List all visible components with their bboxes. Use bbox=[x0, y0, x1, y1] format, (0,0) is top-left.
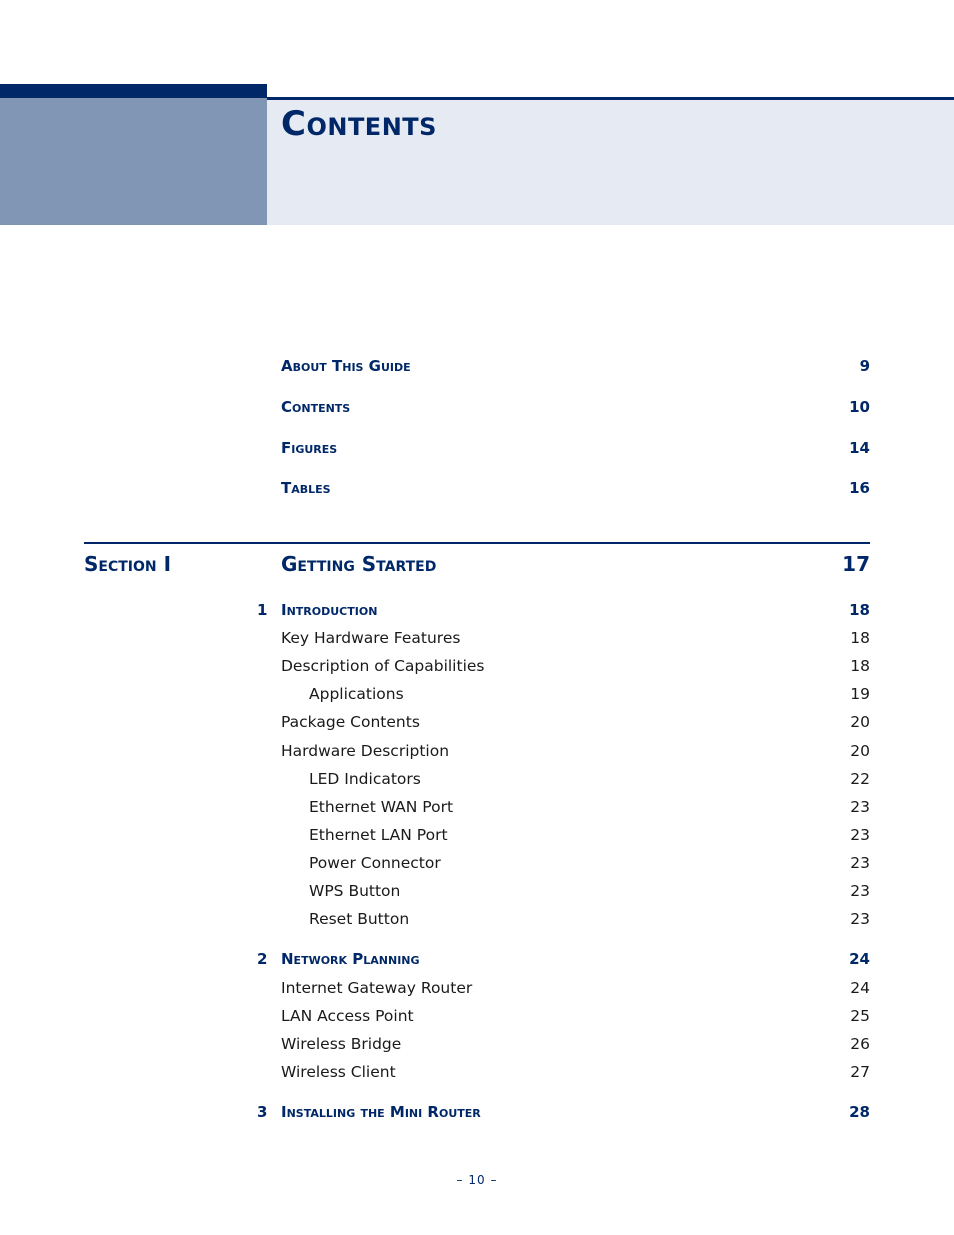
toc-entry-page: 20 bbox=[850, 742, 870, 760]
toc-subentry[interactable] bbox=[281, 854, 870, 876]
toc-entry-page: 10 bbox=[849, 398, 870, 416]
section-title: Getting Started bbox=[281, 552, 437, 576]
toc-entry-label: Applications bbox=[309, 685, 404, 703]
chapter-page: 28 bbox=[849, 1103, 870, 1121]
toc-entry[interactable] bbox=[281, 713, 870, 735]
toc-entry-label: Reset Button bbox=[309, 910, 410, 928]
toc-entry-page: 25 bbox=[850, 1007, 870, 1025]
toc-entry-label: Package Contents bbox=[281, 713, 420, 731]
toc-entry-page: 18 bbox=[850, 629, 870, 647]
toc-chapter-3[interactable] bbox=[257, 1103, 870, 1125]
toc-entry-label: Hardware Description bbox=[281, 742, 450, 760]
toc-entry-label: WPS Button bbox=[309, 882, 401, 900]
section-page: 17 bbox=[842, 552, 870, 576]
toc-front-figures[interactable] bbox=[281, 439, 870, 461]
toc-entry[interactable] bbox=[281, 1063, 870, 1085]
toc-entry-label: LED Indicators bbox=[309, 770, 421, 788]
toc-entry-page: 23 bbox=[850, 854, 870, 872]
toc-entry[interactable] bbox=[281, 657, 870, 679]
toc-subentry[interactable] bbox=[281, 798, 870, 820]
toc-subentry[interactable] bbox=[281, 826, 870, 848]
toc-entry-page: 9 bbox=[859, 357, 870, 375]
toc-subentry[interactable] bbox=[281, 685, 870, 707]
toc-entry-page: 26 bbox=[850, 1035, 870, 1053]
chapter-number: 2 bbox=[257, 950, 268, 968]
toc-entry[interactable] bbox=[281, 742, 870, 764]
chapter-title: Network Planning bbox=[281, 950, 420, 968]
toc-entry-page: 19 bbox=[850, 685, 870, 703]
toc-entry[interactable] bbox=[281, 1035, 870, 1057]
toc-entry[interactable] bbox=[281, 979, 870, 1001]
toc-entry[interactable] bbox=[281, 1007, 870, 1029]
toc-entry-label: Key Hardware Features bbox=[281, 629, 461, 647]
page-number-footer: – 10 – bbox=[456, 1173, 498, 1187]
page-title: Contents bbox=[281, 104, 437, 144]
toc-entry-label: Contents bbox=[281, 398, 351, 416]
toc-entry-label: About This Guide bbox=[281, 357, 411, 375]
chapter-page: 18 bbox=[849, 601, 870, 619]
toc-entry-page: 16 bbox=[849, 479, 870, 497]
toc-entry-page: 23 bbox=[850, 826, 870, 844]
toc-entry-label: Internet Gateway Router bbox=[281, 979, 473, 997]
header-rule bbox=[267, 97, 954, 100]
toc-entry-page: 22 bbox=[850, 770, 870, 788]
toc-entry-label: Wireless Client bbox=[281, 1063, 396, 1081]
chapter-page: 24 bbox=[849, 950, 870, 968]
toc-entry-page: 18 bbox=[850, 657, 870, 675]
toc-entry-page: 14 bbox=[849, 439, 870, 457]
toc-subentry[interactable] bbox=[281, 770, 870, 792]
section-label: Section I bbox=[84, 552, 172, 576]
toc-section-getting-started[interactable] bbox=[281, 552, 870, 580]
toc-entry-page: 23 bbox=[850, 798, 870, 816]
toc-front-tables[interactable] bbox=[281, 479, 870, 501]
header-left-panel bbox=[0, 84, 267, 225]
toc-entry-page: 23 bbox=[850, 910, 870, 928]
toc-entry-label: Ethernet WAN Port bbox=[309, 798, 454, 816]
toc-entry-label: Tables bbox=[281, 479, 331, 497]
chapter-number: 3 bbox=[257, 1103, 268, 1121]
toc-entry[interactable] bbox=[281, 629, 870, 651]
toc-entry-label: Description of Capabilities bbox=[281, 657, 485, 675]
chapter-title: Introduction bbox=[281, 601, 378, 619]
toc-subentry[interactable] bbox=[281, 910, 870, 932]
toc-entry-page: 24 bbox=[850, 979, 870, 997]
header-left-bar bbox=[0, 84, 267, 98]
toc-entry-page: 27 bbox=[850, 1063, 870, 1081]
toc-subentry[interactable] bbox=[281, 882, 870, 904]
toc-chapter-2[interactable] bbox=[257, 950, 870, 972]
toc-entry-label: Power Connector bbox=[309, 854, 441, 872]
toc-front-about[interactable] bbox=[281, 357, 870, 379]
toc-entry-label: Ethernet LAN Port bbox=[309, 826, 448, 844]
toc-entry-label: LAN Access Point bbox=[281, 1007, 414, 1025]
chapter-number: 1 bbox=[257, 601, 268, 619]
toc-chapter-1[interactable] bbox=[257, 601, 870, 623]
toc-entry-page: 23 bbox=[850, 882, 870, 900]
toc-front-contents[interactable] bbox=[281, 398, 870, 420]
section-divider bbox=[84, 542, 870, 544]
chapter-title: Installing the Mini Router bbox=[281, 1103, 481, 1121]
toc-entry-label: Wireless Bridge bbox=[281, 1035, 402, 1053]
toc-entry-page: 20 bbox=[850, 713, 870, 731]
toc-entry-label: Figures bbox=[281, 439, 338, 457]
